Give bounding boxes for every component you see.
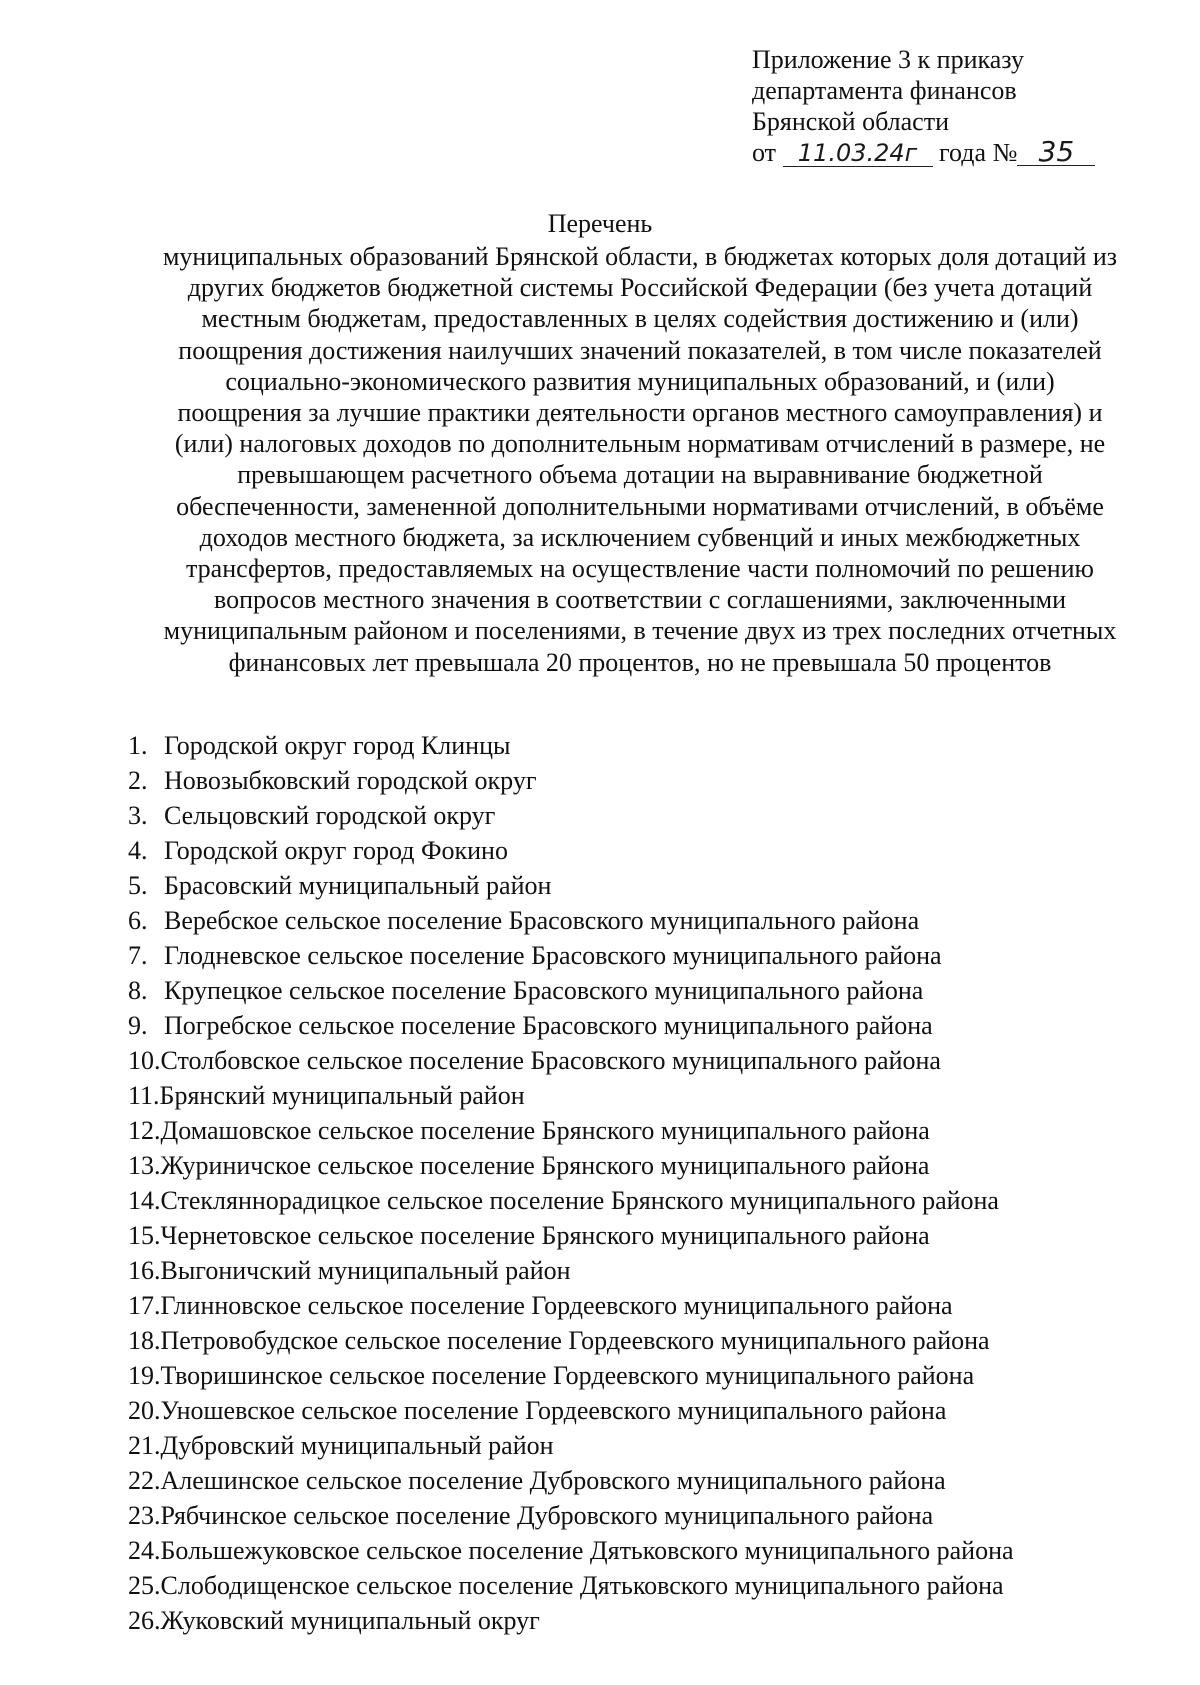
document-title: Перечень bbox=[547, 209, 653, 238]
list-item-number: 8. bbox=[128, 976, 148, 1005]
list-item-text: Большежуковское сельское поселение Дятьковского муниципального района bbox=[160, 1536, 1014, 1565]
municipality-list bbox=[128, 728, 1014, 1638]
list-item bbox=[128, 728, 1014, 763]
list-item-text: Журиничское сельское поселение Брянского муниципального района bbox=[160, 1151, 930, 1180]
subtitle-line: финансовых лет превышала 20 процентов, но не превышала 50 процентов bbox=[228, 647, 1052, 677]
appendix-header bbox=[752, 44, 1172, 168]
subtitle-line: превышающем расчетного объема дотации на выравнивание бюджетной bbox=[237, 460, 1043, 490]
list-item-text: Веребское сельское поселение Брасовского муниципального района bbox=[164, 906, 920, 935]
list-item bbox=[128, 973, 1014, 1008]
list-item bbox=[128, 1463, 1014, 1498]
list-item bbox=[128, 1078, 1014, 1113]
appendix-line-3: Брянской области bbox=[752, 107, 949, 136]
list-item-number: 11. bbox=[128, 1081, 160, 1110]
list-item-number: 6. bbox=[128, 906, 148, 935]
list-item bbox=[128, 798, 1014, 833]
appendix-line-1: Приложение 3 к приказу bbox=[752, 45, 1025, 74]
list-item bbox=[128, 1498, 1014, 1533]
list-item-number: 16. bbox=[128, 1256, 161, 1285]
list-item-text: Сельцовский городской округ bbox=[164, 801, 496, 830]
list-item bbox=[128, 1253, 1014, 1288]
document-subtitle bbox=[100, 241, 1180, 678]
list-item-number: 5. bbox=[128, 871, 148, 900]
list-item bbox=[128, 1603, 1014, 1638]
list-item-text: Глодневское сельское поселение Брасовского муниципального района bbox=[164, 941, 942, 970]
list-item-text: Рябчинское сельское поселение Дубровского муниципального района bbox=[160, 1501, 934, 1530]
list-item-number: 18. bbox=[128, 1326, 161, 1355]
list-item bbox=[128, 1323, 1014, 1358]
list-item-text: Жуковский муниципальный округ bbox=[160, 1606, 540, 1635]
subtitle-line: доходов местного бюджета, за исключением субвенций и иных межбюджетных bbox=[199, 522, 1081, 552]
subtitle-line: местным бюджетам, предоставленных в целях содействия достижению и (или) bbox=[201, 304, 1079, 334]
handwritten-order-number: 35 bbox=[1017, 139, 1095, 166]
year-word: года bbox=[939, 138, 987, 167]
list-item-text: Домашовское сельское поселение Брянского муниципального района bbox=[160, 1116, 930, 1145]
list-item-number: 15. bbox=[128, 1221, 161, 1250]
list-item-text: Крупецкое сельское поселение Брасовского муниципального района bbox=[164, 976, 924, 1005]
list-item-text: Погребское сельское поселение Брасовского муниципального района bbox=[164, 1011, 933, 1040]
list-item-number: 21. bbox=[128, 1431, 161, 1460]
list-item-number: 1. bbox=[128, 731, 148, 760]
subtitle-line: социально-экономического развития муниципальных образований, и (или) bbox=[225, 366, 1055, 396]
list-item bbox=[128, 763, 1014, 798]
list-item-number: 9. bbox=[128, 1011, 148, 1040]
list-item-text: Новозыбковский городской округ bbox=[164, 766, 537, 795]
list-item-text: Брянский муниципальный район bbox=[159, 1081, 525, 1110]
subtitle-line: вопросов местного значения в соответствии с соглашениями, заключенными bbox=[213, 585, 1066, 615]
list-item-text: Брасовский муниципальный район bbox=[164, 871, 552, 900]
list-item bbox=[128, 1568, 1014, 1603]
list-item-text: Алешинское сельское поселение Дубровского муниципального района bbox=[160, 1466, 946, 1495]
order-date-number-line bbox=[752, 137, 1172, 168]
list-item-number: 10. bbox=[128, 1046, 161, 1075]
list-item-number: 24. bbox=[128, 1536, 161, 1565]
list-item-number: 19. bbox=[128, 1361, 161, 1390]
list-item bbox=[128, 1533, 1014, 1568]
list-item-text: Слободищенское сельское поселение Дятьковского муниципального района bbox=[160, 1571, 1004, 1600]
subtitle-line: муниципальных образований Брянской области, в бюджетах которых доля дотаций из bbox=[162, 242, 1118, 271]
list-item-number: 2. bbox=[128, 766, 148, 795]
list-item-text: Уношевское сельское поселение Гордеевского муниципального района bbox=[160, 1396, 947, 1425]
subtitle-line: обеспеченности, замененной дополнительными нормативами отчислений, в объёме bbox=[176, 491, 1104, 521]
list-item-number: 17. bbox=[128, 1291, 161, 1320]
handwritten-date: 11.03.24г bbox=[783, 140, 933, 167]
list-item bbox=[128, 938, 1014, 973]
list-item-text: Чернетовское сельское поселение Брянского муниципального района bbox=[160, 1221, 930, 1250]
list-item bbox=[128, 833, 1014, 868]
list-item-number: 25. bbox=[128, 1571, 161, 1600]
list-item bbox=[128, 1428, 1014, 1463]
list-item-text: Глинновское сельское поселение Гордеевского муниципального района bbox=[160, 1291, 953, 1320]
list-item-number: 12. bbox=[128, 1116, 161, 1145]
list-item-number: 20. bbox=[128, 1396, 161, 1425]
list-item bbox=[128, 1043, 1014, 1078]
list-item bbox=[128, 1183, 1014, 1218]
list-item-number: 4. bbox=[128, 836, 148, 865]
list-item-number: 23. bbox=[128, 1501, 161, 1530]
list-item bbox=[128, 903, 1014, 938]
list-item bbox=[128, 1393, 1014, 1428]
subtitle-line: трансфертов, предоставляемых на осуществление части полномочий по решению bbox=[186, 554, 1094, 584]
list-item-text: Стекляннорадицкое сельское поселение Брянского муниципального района bbox=[160, 1186, 999, 1215]
list-item-number: 13. bbox=[128, 1151, 161, 1180]
appendix-line-2: департамента финансов bbox=[752, 76, 1017, 105]
list-item-number: 14. bbox=[128, 1186, 161, 1215]
list-item bbox=[128, 1148, 1014, 1183]
list-item-text: Петровобудское сельское поселение Гордеевского муниципального района bbox=[160, 1326, 990, 1355]
list-item-number: 3. bbox=[128, 801, 148, 830]
list-item bbox=[128, 1358, 1014, 1393]
list-item bbox=[128, 1113, 1014, 1148]
list-item-number: 7. bbox=[128, 941, 148, 970]
subtitle-line: поощрения за лучшие практики деятельности органов местного самоуправления) и bbox=[177, 398, 1103, 428]
number-sign: № bbox=[992, 138, 1018, 167]
list-item-text: Столбовское сельское поселение Брасовского муниципального района bbox=[160, 1046, 941, 1075]
list-item-text: Дубровский муниципальный район bbox=[160, 1431, 554, 1460]
subtitle-line: других бюджетов бюджетной системы Российской Федерации (без учета дотаций bbox=[187, 273, 1093, 303]
list-item-number: 26. bbox=[128, 1606, 161, 1635]
list-item-text: Городской округ город Фокино bbox=[164, 836, 508, 865]
list-item-text: Выгоничский муниципальный район bbox=[160, 1256, 571, 1285]
date-prefix: от bbox=[752, 138, 777, 167]
list-item bbox=[128, 1218, 1014, 1253]
list-item-text: Творишинское сельское поселение Гордеевского муниципального района bbox=[160, 1361, 975, 1390]
subtitle-line: муниципальным районом и поселениями, в течение двух из трех последних отчетных bbox=[163, 616, 1117, 646]
subtitle-line: поощрения достижения наилучших значений показателей, в том числе показателей bbox=[178, 335, 1102, 365]
subtitle-line: (или) налоговых доходов по дополнительным нормативам отчислений в размере, не bbox=[174, 429, 1106, 459]
list-item-number: 22. bbox=[128, 1466, 161, 1495]
list-item bbox=[128, 1008, 1014, 1043]
list-item bbox=[128, 868, 1014, 903]
list-item-text: Городской округ город Клинцы bbox=[164, 731, 511, 760]
list-item bbox=[128, 1288, 1014, 1323]
